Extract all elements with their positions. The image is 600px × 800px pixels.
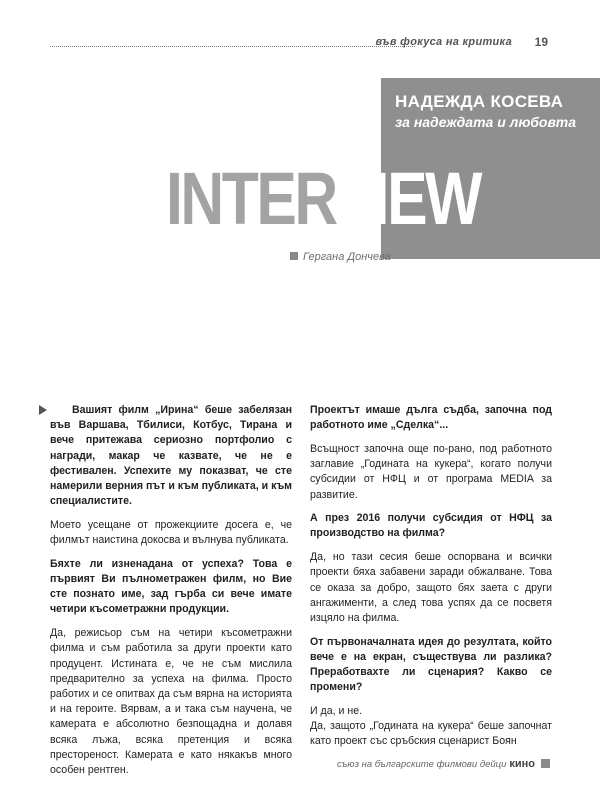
- square-bullet-icon: [290, 252, 298, 260]
- page-footer: [337, 758, 550, 770]
- left-column: [50, 403, 292, 787]
- interview-heading: [166, 157, 480, 240]
- running-header: [50, 36, 550, 52]
- interviewee-name: НАДЕЖДА КОСЕВА: [395, 92, 564, 111]
- triangle-arrow-icon: [39, 405, 47, 415]
- question-3: Проектът имаше дълга съдба, започна под работното име „Сделка“...: [310, 404, 552, 432]
- heading-part-inter: INTER: [166, 157, 335, 240]
- square-bullet-icon: [541, 759, 550, 768]
- page-number: 19: [534, 35, 548, 49]
- question-5: От първоначалната идея до резултата, който вече е на екран, съществува ли разлика? Преработвахте ли сценария? Какво се промени?: [310, 635, 552, 694]
- answer-1: Моето усещане от прожекциите досега е, че филмът наистина докосва и вълнува публиката.: [50, 518, 292, 547]
- footer-organization: съюз на българските филмови дейци: [336, 759, 507, 770]
- question-4: А през 2016 получи субсидия от НФЦ за производство на филма?: [310, 512, 552, 540]
- question-2: Бяхте ли изненадана от успеха? Това е първият Ви пълнометражен филм, но Вие сте познато име, зад гърба си вече имате четири късометражни продукции.: [50, 557, 292, 616]
- answer-5-line-1: И да, и не.: [310, 704, 363, 717]
- answer-4: Да, но тази сесия беше оспорвана и всички проекти бяха забавени заради обжалване. Това се оказа за добро, защото бях заета с други ангажименти, а след това успях да се посветя изцяло на филма.: [310, 551, 552, 624]
- interview-subtitle: за надеждата и любовта: [395, 114, 576, 130]
- answer-3: Всъщност започна още по-рано, под работното заглавие „Годината на кукера“, когато получи субсидии от НФЦ и от програма MEDIA за развитие.: [310, 442, 552, 501]
- author-byline: [290, 251, 391, 263]
- dotted-rule: [50, 46, 415, 47]
- right-column: [310, 403, 552, 758]
- heading-part-view: VIEW: [334, 157, 480, 240]
- answer-5-line-2: Да, защото „Годината на кукера“ беше започнат като проект със сръбския сценарист Боян: [310, 720, 552, 748]
- footer-brand: кино: [509, 758, 535, 770]
- question-1: Вашият филм „Ирина“ беше забелязан във Варшава, Тбилиси, Котбус, Тирана и вече притежава сериозно портфолио с награди, макар че казвате, че не е фестивален. Успехите му показват, че сте намерили верния път и към публиката, и към специалистите.: [50, 404, 292, 508]
- answer-2: Да, режисьор съм на четири късометражни филма и съм работила за други проекти като продуцент. Истината е, че не съм мислила предварително за успеха на филма. Просто работих и се опитвах да съм вярна на историята и на героите. Вярвам, а и така съм научена, че камерата е абсолютно безпощадна и долавя всяка лъжа, всяка претенция и всяка престореност. Камерата е като някакъв много особен рентген.: [50, 627, 292, 776]
- author-name: Гергана Дончева: [303, 251, 391, 263]
- section-title: във фокуса на критика: [375, 36, 512, 48]
